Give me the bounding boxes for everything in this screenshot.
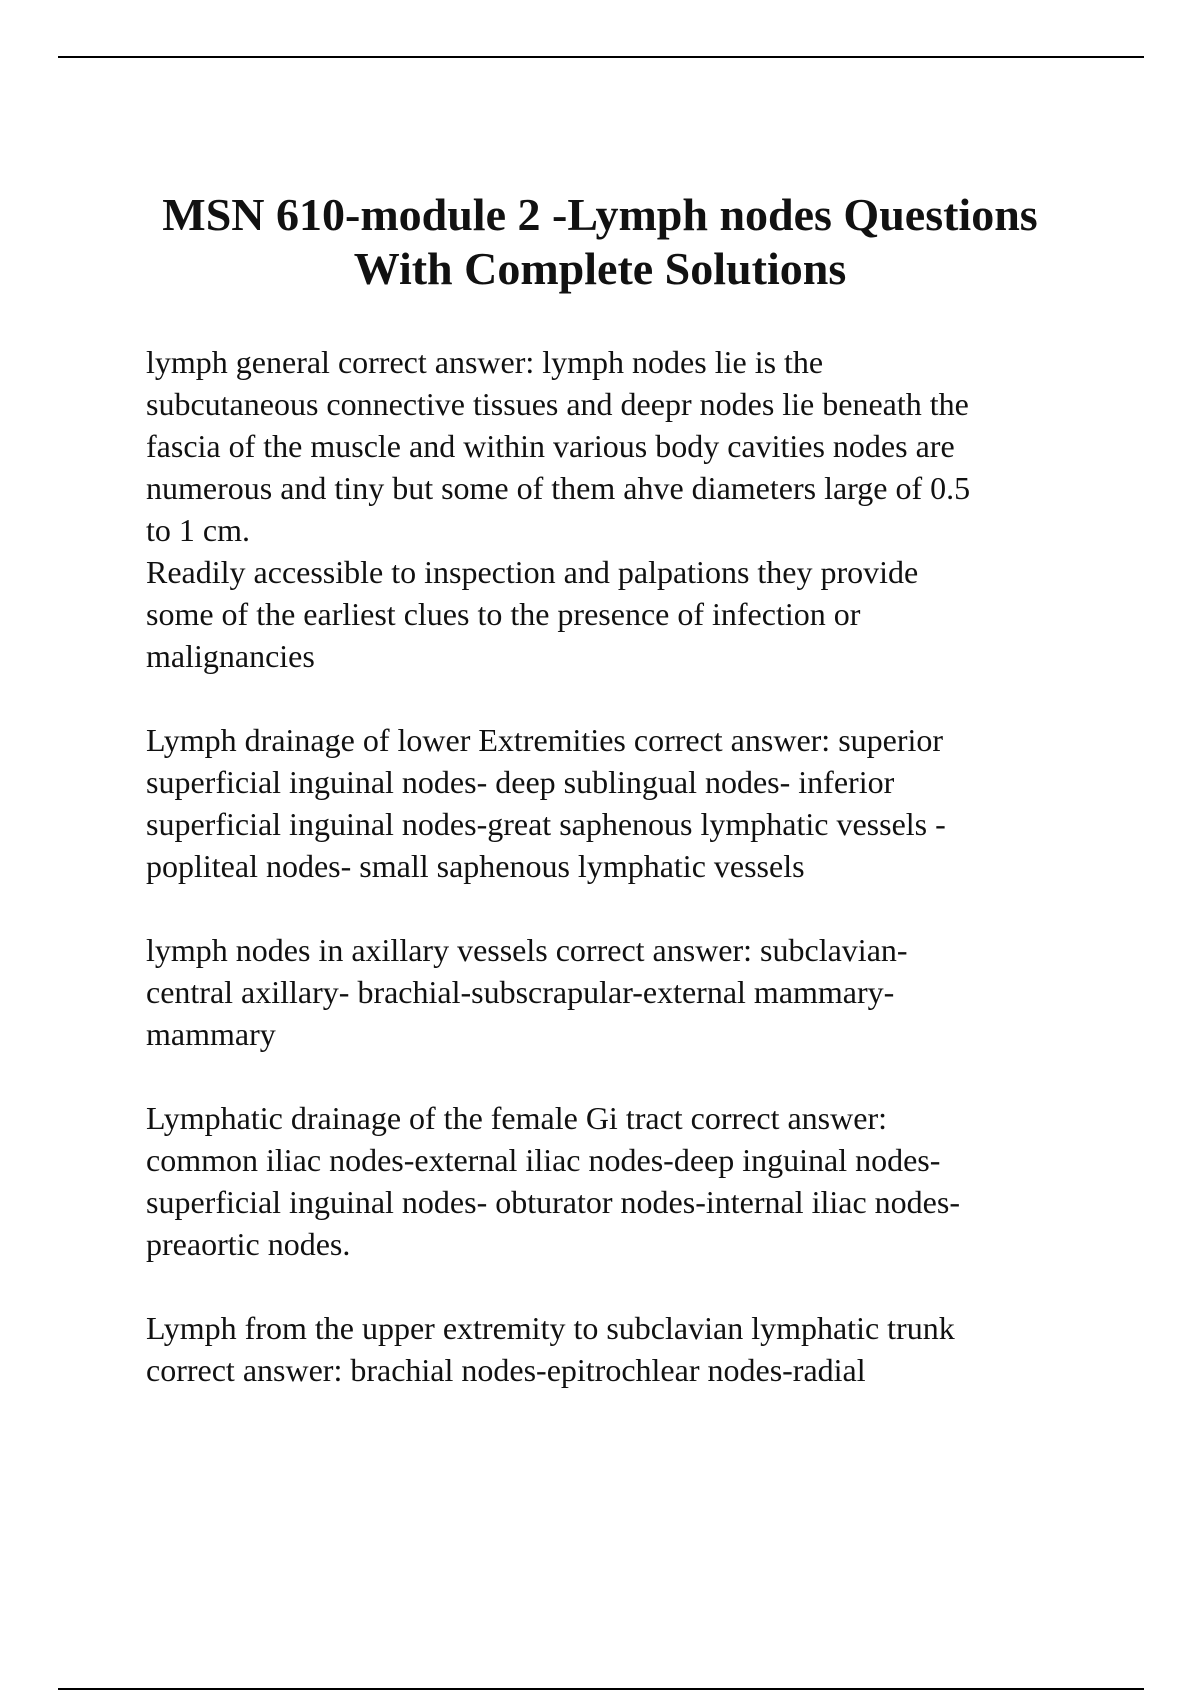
text-line: correct answer: brachial nodes-epitrochlear nodes-radial — [146, 1352, 866, 1388]
text-line: superficial inguinal nodes- deep sublingual nodes- inferior — [146, 764, 895, 800]
qa-entry-lymph-general — [146, 341, 1106, 677]
text-line: mammary — [146, 1016, 276, 1052]
text-line: numerous and tiny but some of them ahve diameters large of 0.5 — [146, 470, 971, 506]
text-line: lymph nodes in axillary vessels correct answer: subclavian- — [146, 932, 908, 968]
qa-entry-upper-extremity — [146, 1307, 1106, 1391]
qa-entry-axillary-nodes — [146, 929, 1106, 1055]
text-line: malignancies — [146, 638, 315, 674]
text-line: lymph general correct answer: lymph nodes lie is the — [146, 344, 824, 380]
document-body — [146, 341, 1106, 1433]
text-line: preaortic nodes. — [146, 1226, 351, 1262]
text-line: some of the earliest clues to the presence of infection or — [146, 596, 861, 632]
text-line: Lymphatic drainage of the female Gi tract correct answer: — [146, 1100, 887, 1136]
page-title — [100, 188, 1100, 296]
text-line: central axillary- brachial-subscrapular-external mammary- — [146, 974, 895, 1010]
text-line: Lymph from the upper extremity to subclavian lymphatic trunk — [146, 1310, 955, 1346]
text-line: common iliac nodes-external iliac nodes-deep inguinal nodes- — [146, 1142, 941, 1178]
top-divider — [58, 56, 1144, 58]
text-line: Lymph drainage of lower Extremities correct answer: superior — [146, 722, 944, 758]
qa-entry-lower-extremities — [146, 719, 1106, 887]
text-line: popliteal nodes- small saphenous lymphatic vessels — [146, 848, 805, 884]
text-line: subcutaneous connective tissues and deepr nodes lie beneath the — [146, 386, 969, 422]
text-line: to 1 cm. — [146, 512, 250, 548]
bottom-divider — [58, 1688, 1144, 1690]
title-line-2: With Complete Solutions — [353, 243, 847, 294]
title-line-1: MSN 610-module 2 -Lymph nodes Questions — [162, 189, 1038, 240]
text-line: superficial inguinal nodes-great saphenous lymphatic vessels - — [146, 806, 946, 842]
text-line: Readily accessible to inspection and palpations they provide — [146, 554, 919, 590]
text-line: fascia of the muscle and within various body cavities nodes are — [146, 428, 955, 464]
text-line: superficial inguinal nodes- obturator nodes-internal iliac nodes- — [146, 1184, 960, 1220]
qa-entry-female-gi-tract — [146, 1097, 1106, 1265]
